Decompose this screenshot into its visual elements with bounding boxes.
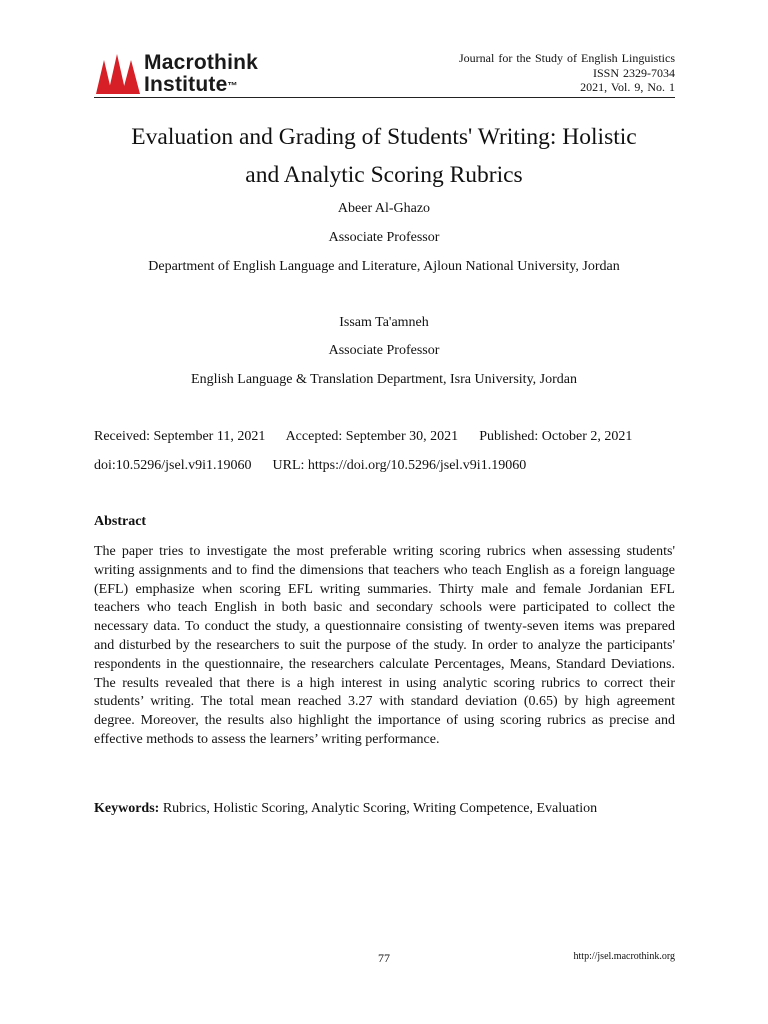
publisher-name-line1: Macrothink — [144, 51, 259, 74]
journal-name: Journal for the Study of English Linguistics — [459, 51, 675, 65]
header-rule — [94, 97, 675, 98]
journal-issn: ISSN 2329-7034 — [592, 65, 675, 80]
abstract-text: The paper tries to investigate the most preferable writing scoring rubrics when assessing students' writing assignments and to find the dimensions that teachers who teach English as a foreign language (EFL) emphasize when scoring EFL writing summaries. Thirty male and female Jordanian EFL teachers who teach English in both basic and secondary schools were participated to collect the necessary data. To conduct the study, a questionnaire consisting of twenty-seven items was prepared and disturbed by the researchers to suit the purpose of the study. In order to analyze the participants' respondents in the questionnaire, the researchers calculate Percentages, Means, Standard Deviations. The results revealed that there is a high interest in using analytic scoring rubrics to correct their students’ writing. The total mean reached 3.27 with standard deviation (0.65) by high agreement degree. Moreover, the results also highlight the importance of using scoring rubrics as precise and effective methods to assess the learners’ writing performance. — [94, 544, 675, 747]
author-position: Associate Professor — [328, 343, 440, 358]
keywords-label: Keywords: — [94, 801, 160, 816]
publisher-logo — [94, 52, 294, 96]
publisher-name-line2-text: Institute — [144, 73, 228, 96]
publisher-name-line2 — [144, 74, 258, 96]
journal-website: http://jsel.macrothink.org — [573, 951, 675, 962]
author-affiliation: English Language & Translation Department, Isra University, Jordan — [191, 372, 577, 387]
paper-title-line2: and Analytic Scoring Rubrics — [245, 162, 523, 188]
paper-title-line1: Evaluation and Grading of Students' Writing: Holistic — [131, 124, 637, 150]
page-number: 77 — [378, 951, 390, 965]
keywords — [94, 799, 675, 818]
published-date: Published: October 2, 2021 — [479, 429, 633, 444]
author-affiliation: Department of English Language and Literature, Ajloun National University, Jordan — [148, 259, 620, 274]
macrothink-m-logo-icon — [94, 54, 142, 94]
paper-title — [60, 118, 708, 194]
trademark-symbol: ™ — [227, 81, 238, 92]
doi-line — [94, 458, 526, 474]
author-position: Associate Professor — [328, 230, 440, 245]
journal-info — [459, 51, 675, 95]
keywords-list: Rubrics, Holistic Scoring, Analytic Scoring, Writing Competence, Evaluation — [162, 801, 598, 816]
doi: doi:10.5296/jsel.v9i1.19060 — [94, 458, 252, 473]
abstract-heading: Abstract — [94, 514, 147, 529]
received-date: Received: September 11, 2021 — [94, 429, 266, 444]
doi-url: URL: https://doi.org/10.5296/jsel.v9i1.19060 — [272, 458, 527, 473]
accepted-date: Accepted: September 30, 2021 — [285, 429, 459, 444]
publisher-name — [144, 52, 258, 96]
author-name: Issam Ta'amneh — [339, 315, 429, 330]
publication-dates — [94, 429, 632, 445]
author-name: Abeer Al-Ghazo — [337, 201, 431, 216]
journal-issue: 2021, Vol. 9, No. 1 — [580, 80, 675, 94]
